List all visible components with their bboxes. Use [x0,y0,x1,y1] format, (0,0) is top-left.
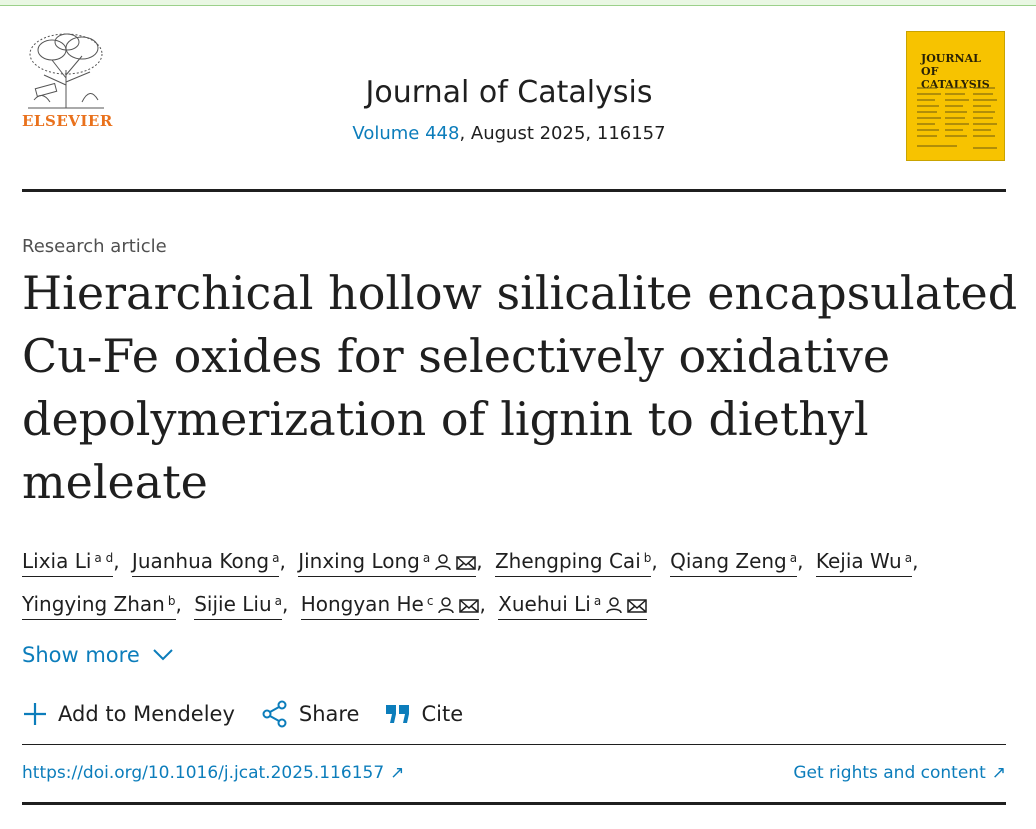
volume-link[interactable]: Volume 448 [352,123,460,144]
article-title-line: depolymerization of lignin to diethyl [22,392,869,446]
affiliation-marker: a [272,551,280,565]
browser-top-strip [0,0,1036,6]
author-link[interactable] [22,549,113,577]
get-rights-text: Get rights and content [793,763,986,783]
journal-cover-thumbnail[interactable] [906,31,1005,161]
share-button[interactable] [261,700,360,728]
plus-icon [22,701,48,727]
author-separator: , [113,549,120,573]
get-rights-link[interactable] [793,763,1006,783]
quote-icon [385,703,411,725]
show-more-button[interactable] [22,643,174,667]
cover-title: JOURNAL OF CATALYSIS [921,52,990,91]
article-title-line: Cu-Fe oxides for selectively oxidative [22,329,891,383]
external-link-icon: ↗ [991,763,1006,783]
author-link[interactable] [670,549,797,577]
author-link[interactable] [816,549,912,577]
author-separator: , [912,549,919,573]
affiliation-marker: a [422,551,431,565]
author-name: Lixia Li [22,549,92,573]
header-divider [22,189,1006,192]
author-link[interactable] [194,592,282,620]
author-separator: , [797,549,804,573]
affiliation-marker: a [789,551,798,565]
author-name: Qiang Zeng [670,549,787,573]
share-icon [261,700,289,728]
affiliation-marker: c [426,594,434,608]
author-name: Sijie Liu [194,592,272,616]
author-name: Juanhua Kong [131,549,270,573]
envelope-icon [456,546,476,583]
elsevier-logo[interactable] [22,30,113,130]
person-icon [434,546,452,583]
author-link[interactable] [301,592,480,620]
issue-date-text: , August 2025, 116157 [459,123,666,144]
share-label: Share [298,702,360,726]
person-icon [605,589,623,626]
author-list [22,540,1002,626]
author-name: Yingying Zhan [22,592,165,616]
external-link-icon: ↗ [390,763,405,783]
doi-text: https://doi.org/10.1016/j.jcat.2025.116157 [22,763,385,783]
author-separator: , [279,549,286,573]
author-separator: , [651,549,658,573]
author-link[interactable] [495,549,651,577]
affiliation-marker: a [904,551,913,565]
show-more-label: Show more [22,643,140,667]
author-name: Jinxing Long [298,549,420,573]
cite-label: Cite [421,702,464,726]
article-title-line: meleate [22,455,208,509]
article-title-line: Hierarchical hollow silicalite encapsulated [22,266,1018,320]
article-title [22,262,1018,514]
footer-divider [22,802,1006,805]
author-link[interactable] [298,549,476,577]
cover-contents-lines [917,84,999,156]
author-separator: , [479,592,486,616]
actions-divider [22,744,1006,745]
author-name: Hongyan He [300,592,424,616]
author-link[interactable] [22,592,176,620]
elsevier-wordmark: ELSEVIER [22,112,113,130]
affiliation-marker: a [593,594,602,608]
affiliation-marker: a [274,594,282,608]
journal-title[interactable]: Journal of Catalysis [365,75,653,110]
doi-link[interactable] [22,763,404,783]
envelope-icon [459,589,479,626]
envelope-icon [627,589,647,626]
cite-button[interactable] [385,702,463,726]
add-to-mendeley-button[interactable] [22,701,235,727]
affiliation-marker: b [643,551,652,565]
affiliation-marker: b [167,594,176,608]
elsevier-tree-icon [22,30,110,110]
author-name: Kejia Wu [815,549,902,573]
author-separator: , [281,592,289,616]
person-icon [437,589,455,626]
author-name: Zhengping Cai [494,549,641,573]
journal-issue-info [300,123,718,144]
article-type-label: Research article [22,236,167,257]
author-separator: , [476,549,483,573]
author-name: Xuehui Li [498,592,591,616]
article-actions [22,700,489,728]
add-to-mendeley-label: Add to Mendeley [58,702,235,726]
author-link[interactable] [498,592,647,620]
affiliation-marker: a d [94,551,114,565]
author-separator: , [175,592,182,616]
author-link[interactable] [132,549,280,577]
chevron-down-icon [152,648,174,662]
